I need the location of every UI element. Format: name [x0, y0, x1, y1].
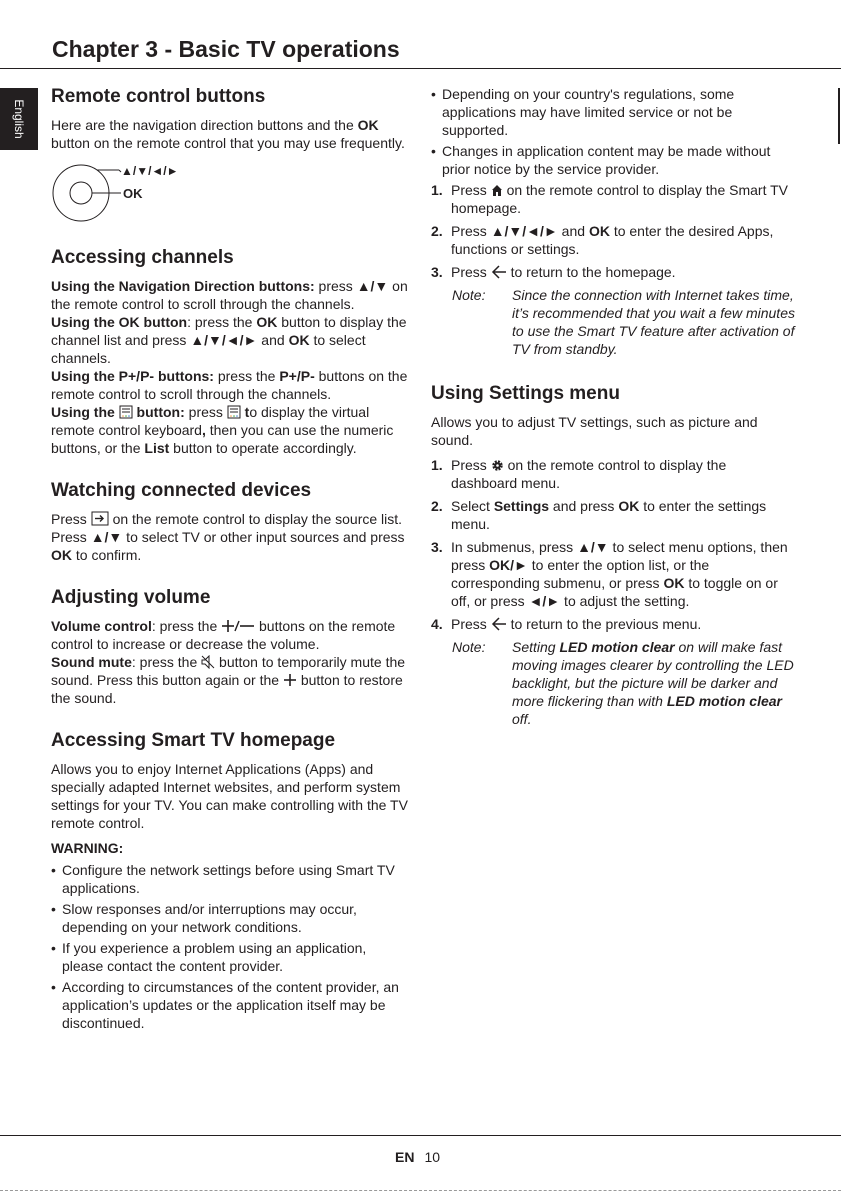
smart-heading: Accessing Smart TV homepage — [51, 730, 336, 751]
devices-section — [51, 479, 411, 564]
ok-label: OK — [123, 186, 143, 201]
volume-mute-paragraph: Sound mute: press the button to temporarily mute the sound. Press this button again or the button to restore the sound. — [51, 654, 406, 706]
volume-plus-icon — [283, 673, 297, 687]
right-margin-bar — [838, 88, 840, 144]
right-column — [431, 85, 796, 728]
left-column — [51, 85, 411, 1035]
settings-heading: Using Settings menu — [431, 383, 620, 404]
channels-section — [51, 246, 411, 457]
language-tab-label: English — [12, 99, 26, 139]
channels-nav-paragraph: Using the Navigation Direction buttons: press ▲/▼ on the remote control to scroll through the channels. — [51, 278, 408, 312]
channels-ok-paragraph: Using the OK button: press the OK button to display the channel list and press ▲/▼/◄/► and OK to select channels. — [51, 314, 407, 366]
smart-step-3: 3. Press to return to the homepage. — [431, 264, 676, 280]
mute-icon — [201, 655, 215, 669]
settings-step-3: 3. In submenus, press ▲/▼ to select menu options, then press OK/► to enter the option list, or the corresponding submenu, or press OK to toggle on or off, or press ◄/► to adjust the setting. — [431, 539, 788, 609]
page-edge — [0, 1190, 841, 1192]
settings-step-2: 2. Select Settings and press OK to enter the settings menu. — [431, 498, 767, 532]
smart-section — [51, 729, 411, 1032]
remote-section — [51, 85, 411, 224]
smart-bullet: • If you experience a problem using an application, please contact the content provider. — [51, 939, 411, 975]
header-rule — [0, 68, 841, 69]
back-arrow-icon — [491, 617, 507, 631]
footer-rule — [0, 1135, 841, 1136]
smart-step-2: 2. Press ▲/▼/◄/► and OK to enter the desired Apps, functions or settings. — [431, 223, 774, 257]
chapter-title: Chapter 3 - Basic TV operations — [52, 36, 400, 62]
volume-control-paragraph: Volume control: press the buttons on the remote control to increase or decrease the volume. — [51, 618, 396, 652]
devices-paragraph: Press on the remote control to display the source list. Press ▲/▼ to select TV or other input sources and press OK to confirm. — [51, 511, 405, 563]
devices-heading: Watching connected devices — [51, 480, 312, 501]
gear-icon — [491, 459, 504, 472]
channels-keyboard-paragraph: Using the button: press to display the virtual remote control keyboard, then you can use the numeric buttons, or the List button to operate accordingly. — [51, 404, 394, 456]
back-arrow-icon — [491, 265, 507, 279]
settings-note: Note: Setting LED motion clear on will make fast moving images clearer by controlling the LED backlight, but the picture will be darker and more flickering than with LED motion clear off. — [452, 639, 794, 727]
channels-p-paragraph: Using the P+/P- buttons: press the P+/P- buttons on the remote control to scroll through the channels. — [51, 368, 408, 402]
smart-bullet: • Configure the network settings before using Smart TV applications. — [51, 861, 411, 897]
page-footer — [395, 1149, 440, 1165]
settings-step-4: 4. Press to return to the previous menu. — [431, 616, 702, 632]
settings-intro: Allows you to adjust TV settings, such as picture and sound. — [431, 414, 758, 448]
smart-bullet: • Changes in application content may be made without prior notice by the service provider. — [431, 142, 796, 178]
volume-heading: Adjusting volume — [51, 587, 211, 608]
remote-heading: Remote control buttons — [51, 86, 266, 107]
remote-intro: Here are the navigation direction buttons and the OK button on the remote control that you may use frequently. — [51, 117, 405, 151]
smart-note: Note: Since the connection with Internet takes time, it’s recommended that you wait a few minutes to use the Smart TV feature after activation of TV from standby. — [452, 287, 795, 357]
smart-step-1: 1. Press on the remote control to display the Smart TV homepage. — [431, 182, 789, 216]
settings-step-1: 1. Press on the remote control to display the dashboard menu. — [431, 457, 727, 491]
smart-bullet: • Slow responses and/or interruptions may occur, depending on your network conditions. — [51, 900, 411, 936]
smart-bullet: • Depending on your country's regulations, some applications may have limited service or not be supported. — [431, 85, 796, 139]
settings-section — [431, 382, 796, 728]
page-number: 10 — [424, 1149, 441, 1165]
volume-plus-minus-icon — [221, 619, 255, 633]
volume-section — [51, 586, 411, 707]
keyboard-icon — [227, 405, 241, 419]
keyboard-icon — [119, 405, 133, 419]
smart-intro: Allows you to enjoy Internet Applications (Apps) and specially adapted Internet websites, and perform system settings for your TV. You can make controlling with the TV remote control. — [51, 761, 408, 831]
source-input-icon — [91, 511, 109, 526]
navigation-ok-diagram — [51, 162, 411, 224]
home-icon — [491, 184, 503, 197]
arrows-label: ▲/▼/◄/► — [121, 164, 179, 178]
language-tab — [0, 88, 38, 150]
smart-warning: WARNING: — [51, 840, 124, 856]
channels-heading: Accessing channels — [51, 247, 234, 268]
smart-bullet: • According to circumstances of the content provider, an application’s updates or the application itself may be discontinued. — [51, 978, 411, 1032]
footer-language: EN — [395, 1149, 415, 1165]
